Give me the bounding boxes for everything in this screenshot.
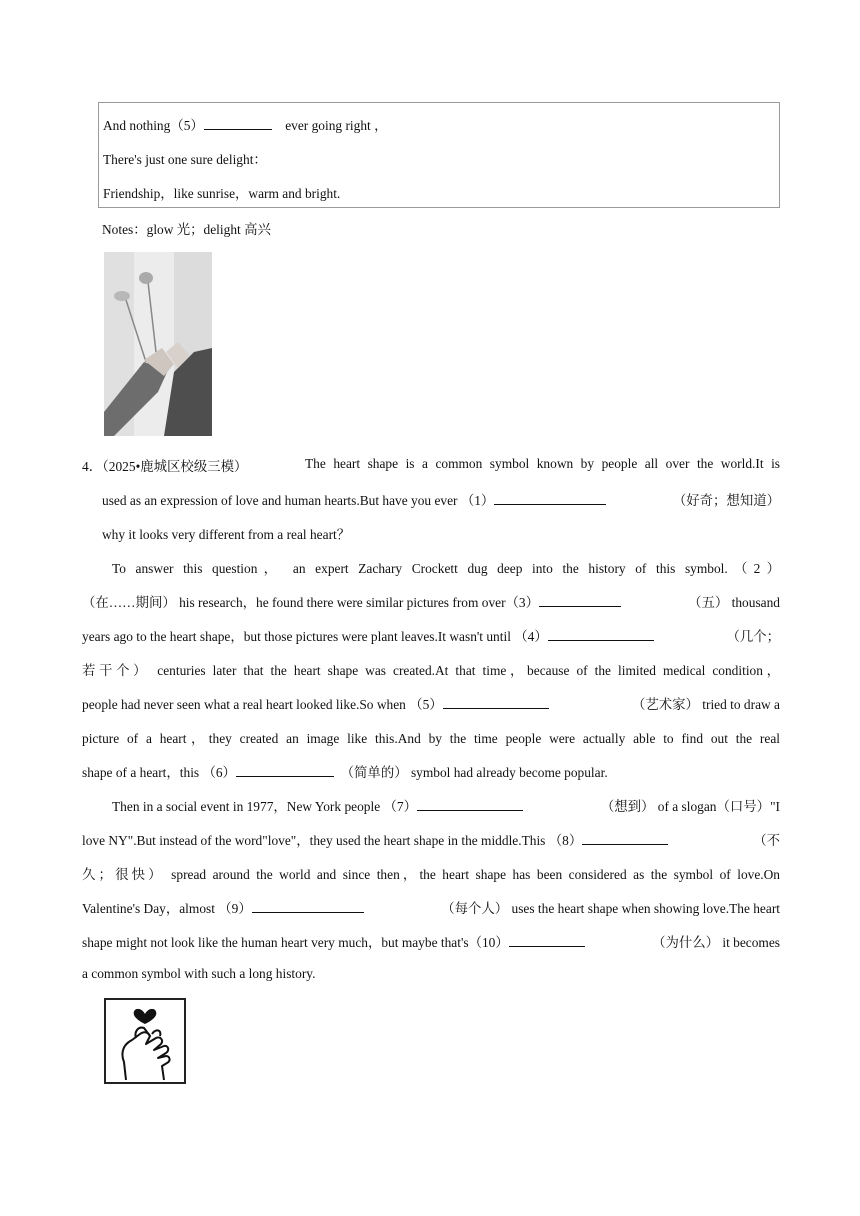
q4-p3-line-2 xyxy=(82,830,780,849)
hint-8: （不 xyxy=(753,833,780,848)
hint-7: （想到） of a slogan（口号）"I xyxy=(600,799,780,814)
hint-5: （艺术家） tried to draw a xyxy=(631,697,780,712)
q4-p3-line-5-text: shape might not look like the human heart very much，but maybe that's（10） xyxy=(82,935,509,950)
q4-p3-line-5 xyxy=(82,932,780,951)
poem-line-1 xyxy=(103,115,387,134)
hint-1: （好奇；想知道） xyxy=(672,493,780,508)
q4-p2-line-7-text: shape of a heart，this （6） xyxy=(82,765,236,780)
q4-p2-line-2 xyxy=(82,592,780,611)
q4-p2-line-4: 若干个） centuries later that the heart shape was created.At that time，because of the limited medical condition， xyxy=(82,663,780,678)
hands-flower-illustration xyxy=(104,252,212,436)
q4-p3-line-2-text: love NY".But instead of the word"love"，they used the heart shape in the middle.This （8） xyxy=(82,833,583,848)
q4-header xyxy=(82,456,247,475)
q4-p3-line-6: a common symbol with such a long history. xyxy=(82,966,316,981)
q4-p2-line-7 xyxy=(82,762,608,781)
q4-p1-line-3: why it looks very different from a real heart？ xyxy=(102,527,351,542)
finger-heart-image xyxy=(104,998,186,1084)
q4-p2-line-6: picture of a heart，they created an image like this.And by the time people were actually able to find out the real xyxy=(82,731,780,746)
blank-1[interactable] xyxy=(494,491,606,505)
q4-p3-line-1 xyxy=(112,796,780,815)
q4-p2-line-1: To answer this question， an expert Zachary Crockett dug deep into the history of this symbol.（2） xyxy=(112,561,780,576)
q4-p3-line-1-text: Then in a social event in 1977，New York people （7） xyxy=(112,799,417,814)
q4-number: 4． xyxy=(82,459,103,474)
hint-6: （简单的） symbol had already become popular. xyxy=(340,765,608,780)
blank-5-poem[interactable] xyxy=(204,116,272,130)
poem-line-3: Friendship，like sunrise，warm and bright. xyxy=(103,186,341,201)
finger-heart-icon xyxy=(106,1000,184,1082)
blank-7[interactable] xyxy=(417,797,523,811)
hint-4: （几个； xyxy=(726,629,780,644)
poem-line-2: There's just one sure delight： xyxy=(103,152,267,167)
q4-p1-line-2-text: used as an expression of love and human hearts.But have you ever （1） xyxy=(102,493,495,508)
blank-6[interactable] xyxy=(236,763,334,777)
poem-line-1-end: ever going right ， xyxy=(285,118,388,133)
hint-3: （五） thousand xyxy=(688,595,780,610)
q4-p3-line-4 xyxy=(82,898,780,917)
q4-source: （2025•鹿城区校级三模） xyxy=(102,459,248,474)
q4-p2-line-3-text: years ago to the heart shape，but those pictures were plant leaves.It wasn't until （4） xyxy=(82,629,548,644)
blank-8[interactable] xyxy=(582,831,668,845)
q4-p3-line-4-text: Valentine's Day，almost （9） xyxy=(82,901,252,916)
hint-9: （每个人） uses the heart shape when showing love.The heart xyxy=(441,901,780,916)
q4-p3-line-3: 久；很快） spread around the world and since then，the heart shape has been considered as the symbol of love.On xyxy=(82,867,780,882)
q4-p2-line-2-text: （在……期间） his research，he found there were similar pictures from over（3） xyxy=(82,595,540,610)
blank-3[interactable] xyxy=(539,593,621,607)
blank-10[interactable] xyxy=(509,933,585,947)
q4-p2-line-3 xyxy=(82,626,780,645)
q4-p1-line-1: The heart shape is a common symbol known by people all over the world.It is xyxy=(305,456,780,471)
q4-p2-line-5-text: people had never seen what a real heart looked like.So when （5） xyxy=(82,697,443,712)
friendship-photo xyxy=(104,252,212,436)
notes: Notes：glow 光；delight 高兴 xyxy=(102,222,271,237)
blank-5[interactable] xyxy=(443,695,549,709)
q4-p2-line-5 xyxy=(82,694,780,713)
hint-10: （为什么） it becomes xyxy=(652,935,780,950)
blank-4[interactable] xyxy=(548,627,654,641)
blank-9[interactable] xyxy=(252,899,364,913)
poem-line-1-start: And nothing（5） xyxy=(103,118,204,133)
q4-p1-line-2 xyxy=(102,490,780,509)
